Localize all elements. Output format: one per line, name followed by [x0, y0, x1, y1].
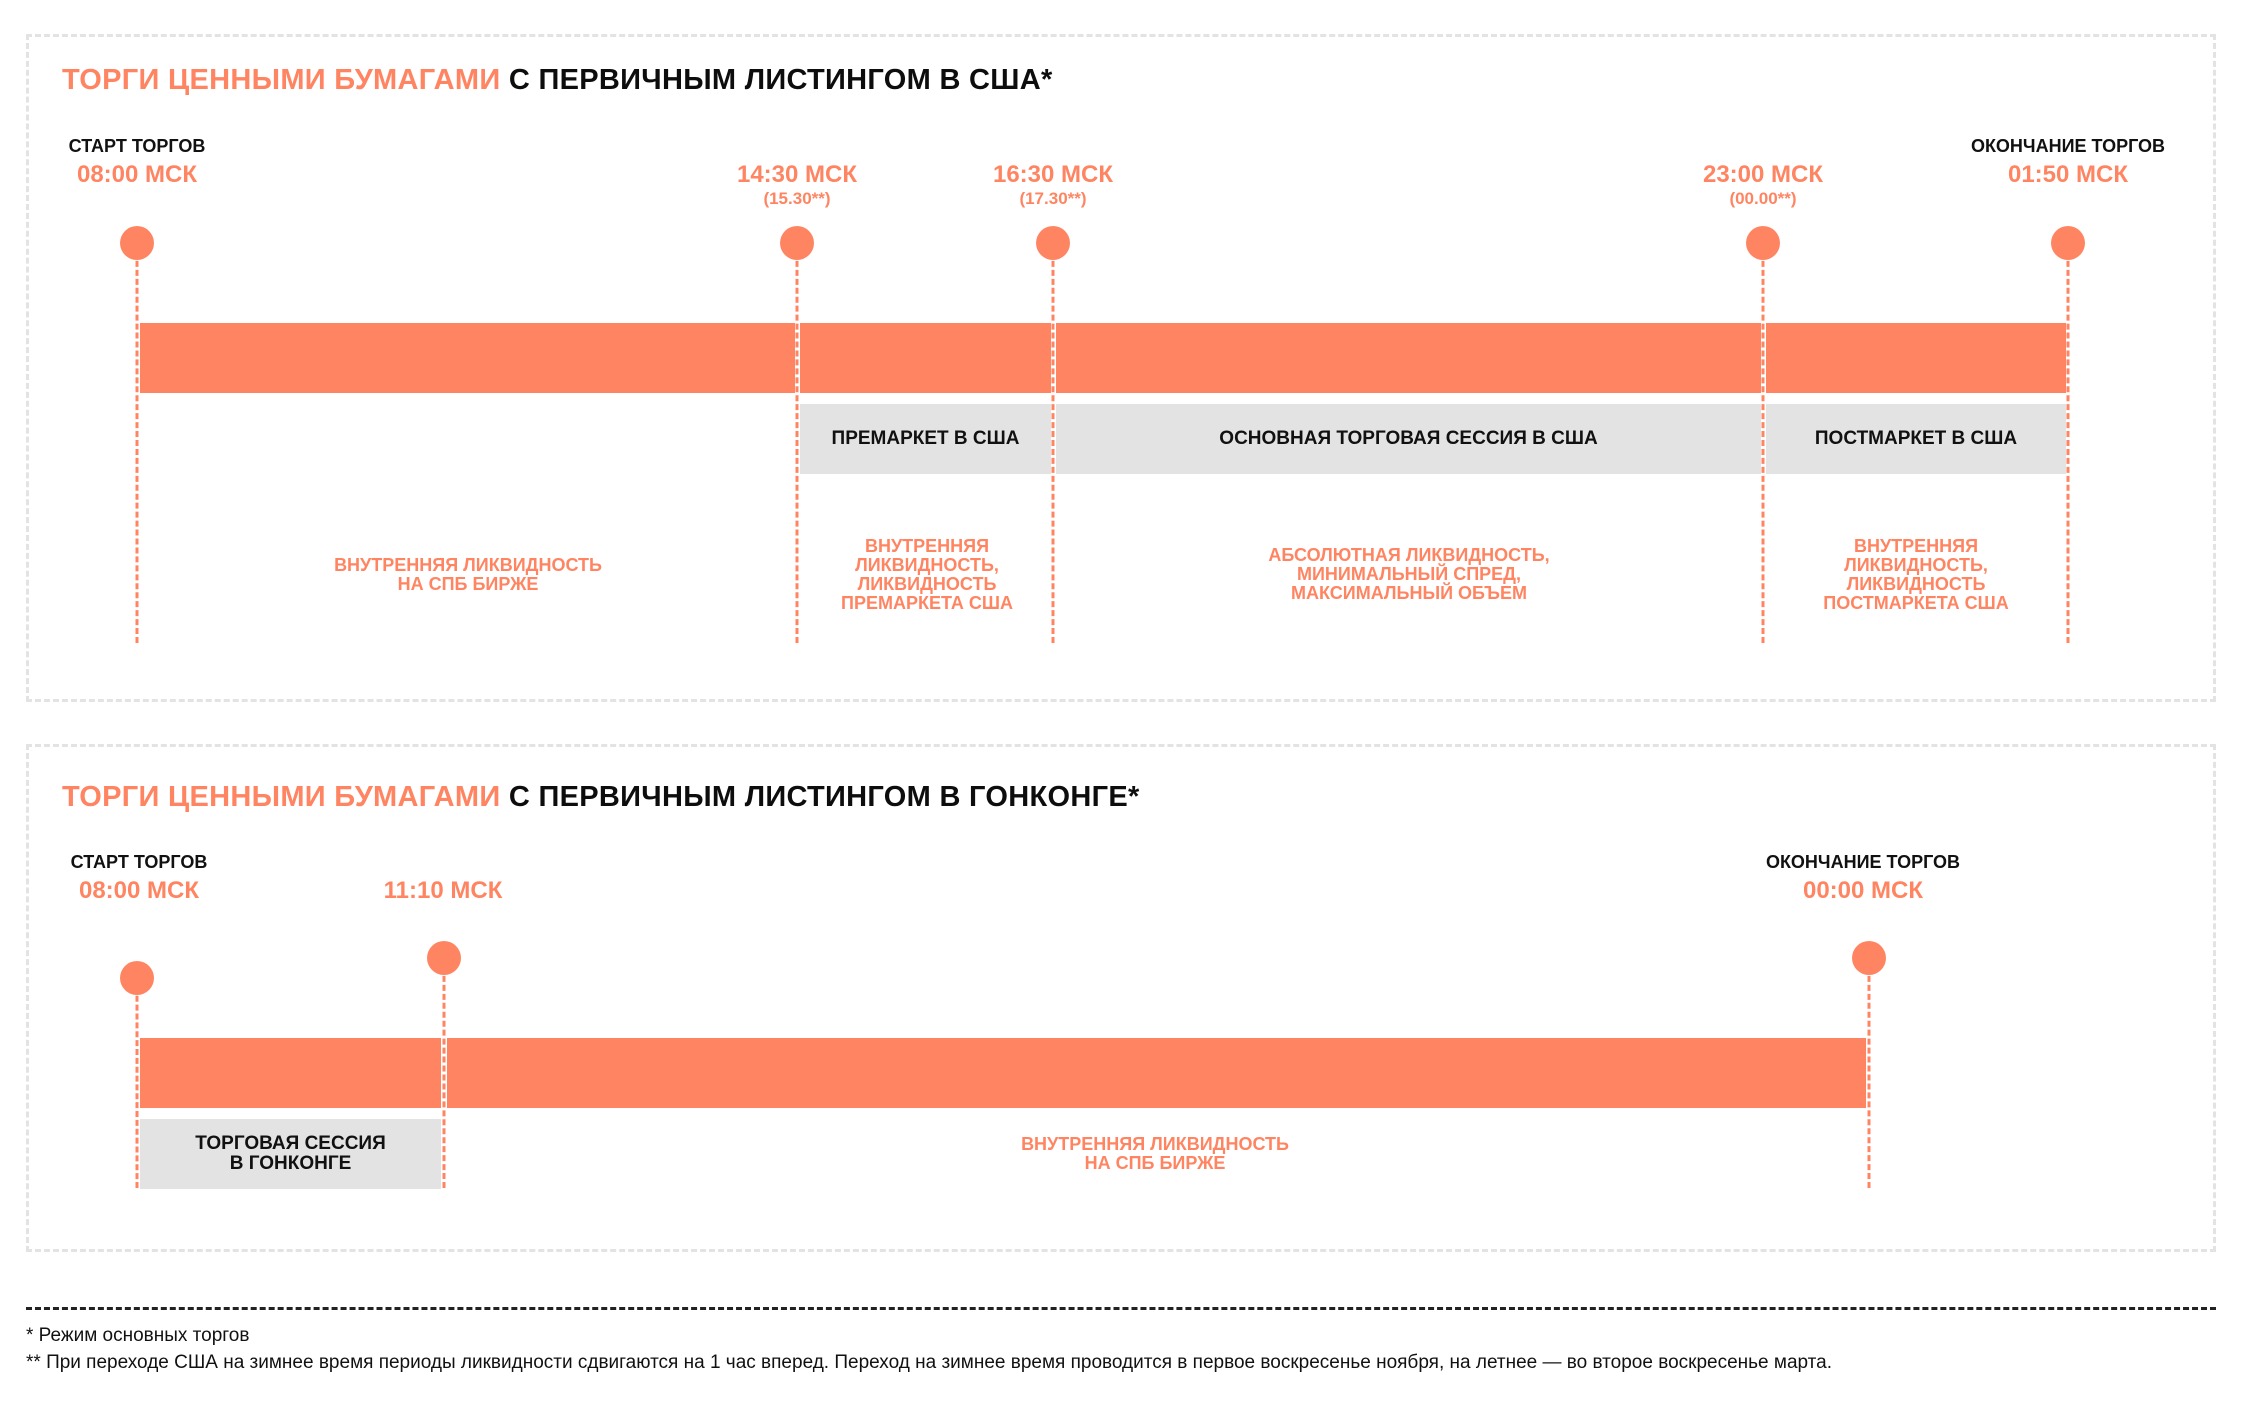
hk-liquidity-internal-text: ВНУТРЕННЯЯ ЛИКВИДНОСТЬ НА СПБ БИРЖЕ: [1021, 1134, 1289, 1173]
us-start-time: 08:00 МСК: [76, 161, 198, 188]
us-bar-internal-liquidity: [140, 323, 795, 393]
us-bar-main-session: [1056, 323, 1761, 393]
hk-end-marker-line: [1868, 958, 1871, 1188]
us-bar-premarket: [800, 323, 1051, 393]
us-start-marker-line: [136, 243, 139, 643]
us-end-marker-line: [2067, 243, 2070, 643]
hk-session-dot: [427, 941, 461, 975]
hk-session-end-time: 11:10 МСК: [383, 877, 503, 904]
us-main-start-time: 16:30 МСК: [992, 161, 1114, 188]
us-main-marker-line: [1052, 243, 1055, 643]
us-title-highlight: ТОРГИ ЦЕННЫМИ БУМАГАМИ: [62, 64, 501, 96]
footnote-divider: [26, 1307, 2216, 1310]
hk-end-label: ОКОНЧАНИЕ ТОРГОВ: [1765, 852, 1961, 872]
us-bar-postmarket: [1766, 323, 2066, 393]
us-main-dot: [1036, 226, 1070, 260]
us-title-rest: С ПЕРВИЧНЫМ ЛИСТИНГОМ В США*: [500, 64, 1053, 96]
us-panel-title: [62, 64, 1053, 97]
hk-panel-title: [62, 781, 1140, 814]
hk-start-marker-line: [136, 978, 139, 1188]
hk-title-highlight: ТОРГИ ЦЕННЫМИ БУМАГАМИ: [62, 781, 501, 813]
us-postmarket-band: ПОСТМАРКЕТ В США: [1766, 404, 2066, 474]
us-main-session-band: ОСНОВНАЯ ТОРГОВАЯ СЕССИЯ В США: [1056, 404, 1761, 474]
us-liquidity-postmarket-text: ВНУТРЕННЯЯ ЛИКВИДНОСТЬ, ЛИКВИДНОСТЬ ПОСТМАРКЕТА США: [1823, 536, 2009, 613]
us-end-dot: [2051, 226, 2085, 260]
hk-end-dot: [1852, 941, 1886, 975]
us-postmarket-dot: [1746, 226, 1780, 260]
us-premarket-start-alt-time: (15.30**): [763, 189, 831, 208]
footnote-2: ** При переходе США на зимнее время периоды ликвидности сдвигаются на 1 час вперед. Переход на зимнее время проводится в первое воскресенье ноября, на летнее — во второе воскресенье марта.: [26, 1352, 1833, 1373]
hk-start-dot: [120, 961, 154, 995]
us-end-label: ОКОНЧАНИЕ ТОРГОВ: [1970, 136, 2166, 156]
us-end-time: 01:50 МСК: [2007, 161, 2129, 188]
footnote-1: * Режим основных торгов: [26, 1325, 250, 1346]
us-premarket-band: ПРЕМАРКЕТ В США: [800, 404, 1051, 474]
us-premarket-dot: [780, 226, 814, 260]
hk-bar-internal-liquidity: [447, 1038, 1866, 1108]
us-liquidity-main-text: АБСОЛЮТНАЯ ЛИКВИДНОСТЬ, МИНИМАЛЬНЫЙ СПРЕД, МАКСИМАЛЬНЫЙ ОБЪЕМ: [1268, 545, 1550, 603]
hk-session-marker-line: [443, 958, 446, 1188]
us-postmarket-start-time: 23:00 МСК: [1702, 161, 1824, 188]
hk-end-time: 00:00 МСК: [1802, 877, 1924, 904]
hk-session-band: ТОРГОВАЯ СЕССИЯ В ГОНКОНГЕ: [140, 1119, 441, 1189]
us-start-dot: [120, 226, 154, 260]
us-premarket-marker-line: [796, 243, 799, 643]
us-postmarket-start-alt-time: (00.00**): [1729, 189, 1797, 208]
us-liquidity-premarket-text: ВНУТРЕННЯЯ ЛИКВИДНОСТЬ, ЛИКВИДНОСТЬ ПРЕМАРКЕТА США: [841, 536, 1013, 613]
us-premarket-start-time: 14:30 МСК: [736, 161, 858, 188]
us-main-start-alt-time: (17.30**): [1019, 189, 1087, 208]
hk-bar-session: [140, 1038, 441, 1108]
us-postmarket-marker-line: [1762, 243, 1765, 643]
hk-start-time: 08:00 МСК: [78, 877, 200, 904]
hk-title-rest: С ПЕРВИЧНЫМ ЛИСТИНГОМ В ГОНКОНГЕ*: [500, 781, 1140, 813]
hk-start-label: СТАРТ ТОРГОВ: [70, 852, 208, 872]
us-liquidity-internal-text: ВНУТРЕННЯЯ ЛИКВИДНОСТЬ НА СПБ БИРЖЕ: [334, 555, 602, 594]
us-start-label: СТАРТ ТОРГОВ: [68, 136, 206, 156]
